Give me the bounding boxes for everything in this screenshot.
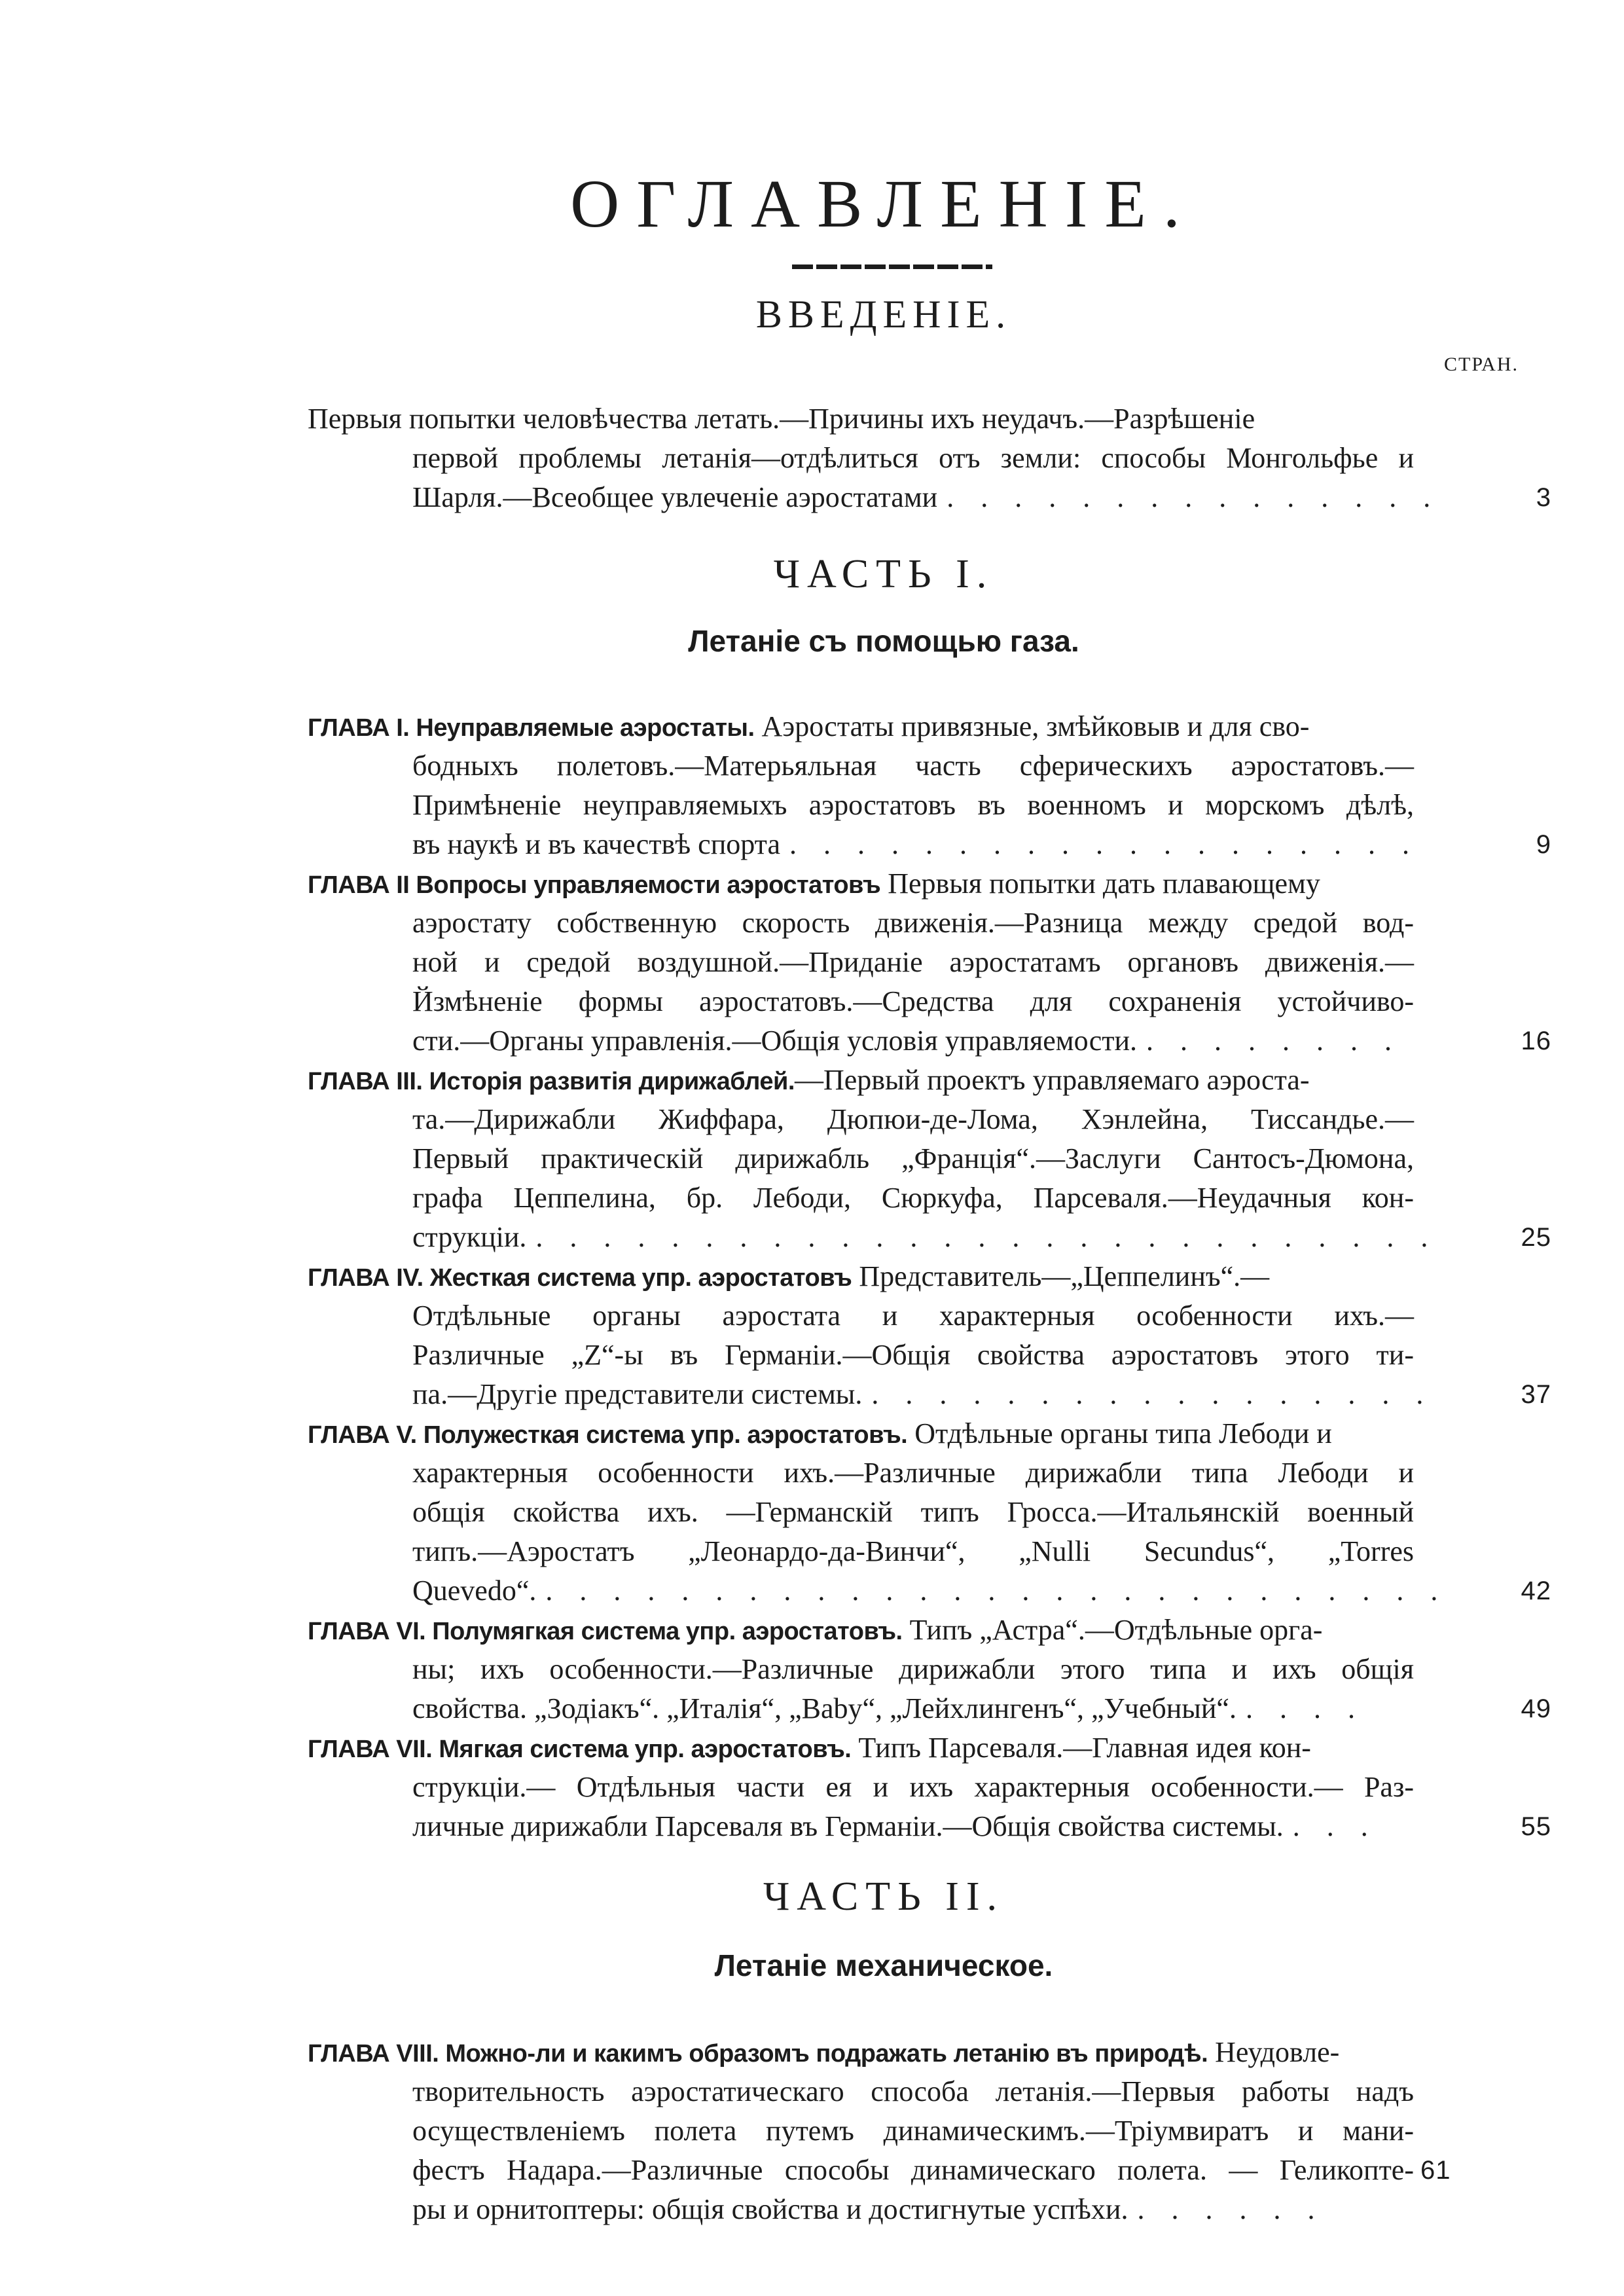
toc-line: струкціи.— Отдѣльныя части ея и ихъ характерныя особенности.— Раз- (412, 1771, 1414, 1803)
toc-entry (308, 1061, 1551, 1257)
toc-line: Различные „Z“-ы въ Германіи.—Общія свойства аэростатовъ этого ти- (412, 1339, 1414, 1371)
toc-line: Первый практическій дирижабль „Франція“.—Заслуги Сантосъ-Дюмона, (412, 1142, 1414, 1175)
page-number: 42 (1521, 1576, 1551, 1605)
toc-line: бодныхъ полетовъ.—Матерьяльная часть сферическихъ аэростатовъ.— (412, 750, 1414, 782)
toc-line: ГЛАВА VII. Мягкая система упр. аэростатовъ. Типъ Парсеваля.—Главная идея кон- (308, 1732, 1311, 1764)
toc-line: ГЛАВА I. Неуправляемые аэростаты. Аэростаты привязные, змѣйковыв и для сво- (308, 710, 1310, 742)
toc-line: Отдѣльные органы аэростата и характерныя особенности ихъ.— (412, 1300, 1414, 1332)
toc-line: ГЛАВА VI. Полумягкая система упр. аэростатовъ. Типъ „Астра“.—Отдѣльные орга- (308, 1614, 1323, 1646)
toc-line: ГЛАВА III. Исторія развитія дирижаблей.—Первый проектъ управляемаго аэроста- (308, 1064, 1310, 1096)
chapter-label: ГЛАВА VII. Мягкая система упр. аэростатовъ. (308, 1736, 852, 1763)
page-number: 61 (1420, 2156, 1451, 2185)
chapter-label: ГЛАВА II Вопросы управляемости аэростатовъ (308, 871, 881, 899)
toc-line: свойства. „Зодіакъ“. „Италія“, „Baby“, „Лейхлингенъ“, „Учебный“. . . . . 49 (412, 1689, 1414, 1728)
page-number: 16 (1521, 1027, 1551, 1055)
dot-leader: . . . (1292, 1810, 1378, 1842)
toc-line: ры и орнитоптеры: общія свойства и достигнутые успѣхи. . . . . . . (412, 2193, 1325, 2225)
toc-entry (308, 1611, 1551, 1728)
toc-line: ГЛАВА II Вопросы управляемости аэростатовъ Первыя попытки дать плавающему (308, 867, 1320, 900)
toc-entry (308, 399, 1551, 517)
page-number: 9 (1536, 830, 1551, 859)
chapter-label: ГЛАВА VIII. Можно-ли и какимъ образомъ подражать летанію въ природѣ. (308, 2040, 1208, 2068)
toc-line: графа Цеппелина, бр. Лебоди, Сюркуфа, Парсеваля.—Неудачныя кон- (412, 1182, 1414, 1214)
page-number: 55 (1521, 1812, 1551, 1841)
part-subtitle: Летаніе механическое. (714, 1948, 1053, 1982)
dot-leader: . . . . . . . . (1146, 1025, 1402, 1057)
dot-leader: . . . . (1245, 1692, 1365, 1724)
page-number: 49 (1521, 1694, 1551, 1723)
chapter-label: ГЛАВА I. Неуправляемые аэростаты. (308, 714, 755, 742)
dot-leader: . . . . . . . . . . . . . . . . . . . . . . . . . . . (545, 1575, 1448, 1607)
toc-line: ны; ихъ особенности.—Различные дирижабли этого типа и ихъ общія (412, 1653, 1414, 1685)
toc-line: въ наукѣ и въ качествѣ спорта . . . . . . . . . . . . . . . . . . . 9 (412, 825, 1414, 864)
toc-line: ГЛАВА VIII. Можно-ли и какимъ образомъ подражать летанію въ природѣ. Неудовле- (308, 2036, 1340, 2068)
toc-line: творительность аэростатическаго способа летанія.—Первыя работы надъ (412, 2075, 1414, 2107)
chapter-label: ГЛАВА VI. Полумягкая система упр. аэростатовъ. (308, 1618, 903, 1645)
toc-line: Первыя попытки человѣчества летать.—Причины ихъ неудачъ.—Разрѣшеніе (308, 403, 1255, 435)
dot-leader: . . . . . . . . . . . . . . . (947, 481, 1441, 513)
toc-entry (308, 2033, 1551, 2229)
chapter-label: ГЛАВА V. Полужесткая система упр. аэростатовъ. (308, 1421, 908, 1449)
toc-line: личные дирижабли Парсеваля въ Германіи.—Общія свойства системы. . . . 55 (412, 1807, 1414, 1846)
toc-entry (308, 864, 1551, 1061)
introduction-heading: ВВЕДЕНІЕ. (755, 293, 1012, 336)
toc-entry (308, 1257, 1551, 1414)
page-number: 37 (1521, 1380, 1551, 1409)
page-column-label: СТРАН. (1443, 354, 1519, 375)
dot-leader: . . . . . . . . . . . . . . . . . . . (789, 828, 1419, 860)
toc-line: первой проблемы летанія—отдѣлиться отъ земли: способы Монгольфье и (412, 442, 1414, 474)
toc-line: та.—Дирижабли Жиффара, Дюпюи-де-Лома, Хэнлейна, Тиссандье.— (412, 1103, 1414, 1135)
toc-line: Шарля.—Всеобщее увлеченіе аэростатами . . . . . . . . . . . . . . . 3 (412, 478, 1414, 517)
toc-line: осуществленіемъ полета путемъ динамическимъ.—Тріумвиратъ и мани- (412, 2115, 1414, 2147)
toc-line: сти.—Органы управленія.—Общія условія управляемости. . . . . . . . . 16 (412, 1021, 1414, 1061)
title-divider-rule (792, 264, 992, 269)
toc-line: аэростату собственную скорость движенія.—Разница между средой вод- (412, 907, 1414, 939)
page-title: ОГЛАВЛЕНІЕ. (570, 166, 1197, 242)
chapter-label: ГЛАВА IV. Жесткая система упр. аэростатовъ (308, 1264, 852, 1292)
toc-entry (308, 707, 1551, 864)
chapter-label: ГЛАВА III. Исторія развитія дирижаблей. (308, 1068, 795, 1095)
dot-leader: . . . . . . . . . . . . . . . . . . . . . . . . . . . (535, 1221, 1438, 1253)
part-heading: ЧАСТЬ I. (773, 552, 994, 596)
dot-leader: . . . . . . (1137, 2193, 1325, 2225)
toc-line: ной и средой воздушной.—Приданіе аэростатамъ органовъ движенія.— (412, 946, 1414, 978)
toc-line: типъ.—Аэростатъ „Леонардо-да-Винчи“, „Nulli Secundus“, „Torres (412, 1535, 1414, 1567)
part-heading: ЧАСТЬ II. (763, 1874, 1005, 1919)
toc-line: Йзмѣненіе формы аэростатовъ.—Средства для сохраненія устойчиво- (412, 985, 1414, 1017)
toc-line: общія скойства ихъ. —Германскій типъ Гросса.—Итальянскій военный (412, 1496, 1414, 1528)
toc-line: па.—Другіе представители системы. . . . . . . . . . . . . . . . . . 37 (412, 1375, 1414, 1414)
toc-entry (308, 1414, 1551, 1611)
toc-line: ГЛАВА V. Полужесткая система упр. аэростатовъ. Отдѣльные органы типа Лебоди и (308, 1417, 1332, 1449)
page-number: 3 (1536, 483, 1551, 512)
toc-line: струкціи. . . . . . . . . . . . . . . . . . . . . . . . . . . . 25 (412, 1218, 1414, 1257)
toc-line: Примѣненіе неуправляемыхъ аэростатовъ въ военномъ и морскомъ дѣлѣ, (412, 789, 1414, 821)
page-number: 25 (1521, 1223, 1551, 1252)
toc-line: характерныя особенности ихъ.—Различные дирижабли типа Лебоди и (412, 1457, 1414, 1489)
part-subtitle: Летаніе съ помощью газа. (688, 624, 1079, 658)
toc-entry (308, 1728, 1551, 1846)
dot-leader: . . . . . . . . . . . . . . . . . (871, 1378, 1434, 1410)
toc-line: Quevedo“. . . . . . . . . . . . . . . . . . . . . . . . . . . . 42 (412, 1571, 1414, 1611)
toc-line: фестъ Надара.—Различные способы динамическаго полета. — Геликопте- 61 (412, 2151, 1414, 2190)
toc-content (308, 0, 1551, 2296)
toc-line: ГЛАВА IV. Жесткая система упр. аэростатовъ Представитель—„Цеппелинъ“.— (308, 1260, 1270, 1292)
